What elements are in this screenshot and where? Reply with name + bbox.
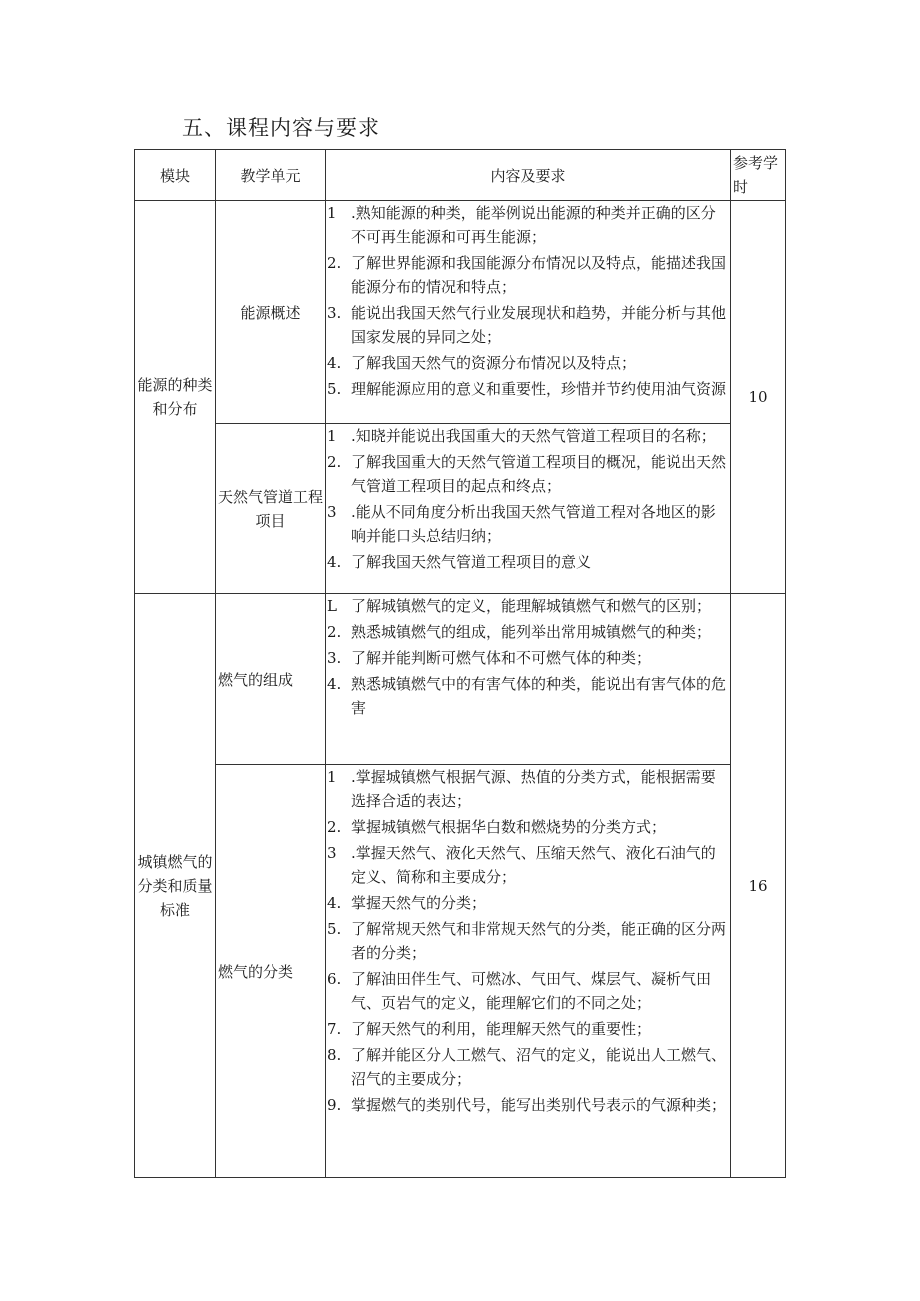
list-item: 4. 了解我国天然气的资源分布情况以及特点； xyxy=(327,354,637,372)
list-item: 1 .掌握城镇燃气根据气源、热值的分类方式，能根据需要选择合适的表达； xyxy=(327,768,716,810)
unit-cell: 能源概述 xyxy=(216,201,326,424)
list-item: 1 .知晓并能说出我国重大的天然气管道工程项目的名称； xyxy=(327,427,716,445)
list-item: 6. 了解油田伴生气、可燃冰、气田气、煤层气、凝析气田气、页岩气的定义，能理解它们的不同之处； xyxy=(327,970,712,1012)
list-item: 7. 了解天然气的利用，能理解天然气的重要性； xyxy=(327,1020,652,1038)
list-item: 8. 了解并能区分人工燃气、沼气的定义，能说出人工燃气、沼气的主要成分； xyxy=(327,1046,727,1088)
header-unit: 教学单元 xyxy=(216,150,326,201)
list-item: 2. 了解我国重大的天然气管道工程项目的概况，能说出天然气管道工程项目的起点和终点； xyxy=(327,453,727,495)
list-item: L 了解城镇燃气的定义，能理解城镇燃气和燃气的区别； xyxy=(327,597,712,615)
list-item: 3. 能说出我国天然气行业发展现状和趋势，并能分析与其他国家发展的异同之处； xyxy=(327,304,727,346)
table-row xyxy=(135,765,786,1178)
content-cell xyxy=(326,594,731,765)
list-item: 4. 掌握天然气的分类； xyxy=(327,894,487,912)
list-item: 4. 熟悉城镇燃气中的有害气体的种类，能说出有害气体的危害 xyxy=(327,675,727,717)
list-item: 3 .能从不同角度分析出我国天然气管道工程对各地区的影响并能口头总结归纳； xyxy=(327,503,716,545)
table-row xyxy=(135,424,786,594)
table-row xyxy=(135,594,786,765)
list-item: 2. 熟悉城镇燃气的组成，能列举出常用城镇燃气的种类； xyxy=(327,623,712,641)
list-item: 3. 了解并能判断可燃气体和不可燃气体的种类； xyxy=(327,649,652,667)
unit-cell: 天然气管道工程项目 xyxy=(216,424,326,594)
list-item: 3 .掌握天然气、液化天然气、压缩天然气、液化石油气的定义、简称和主要成分； xyxy=(327,844,716,886)
module-cell: 能源的种类和分布 xyxy=(135,201,216,594)
course-content-table xyxy=(134,149,786,1178)
unit-cell: 燃气的组成 xyxy=(216,594,326,765)
list-item: 2. 了解世界能源和我国能源分布情况以及特点，能描述我国能源分布的情况和特点； xyxy=(327,254,727,296)
list-item: 9. 掌握燃气的类别代号，能写出类别代号表示的气源种类； xyxy=(327,1096,727,1114)
header-content: 内容及要求 xyxy=(326,150,731,201)
content-cell xyxy=(326,765,731,1178)
content-cell xyxy=(326,424,731,594)
header-module: 模块 xyxy=(135,150,216,201)
list-item: 1 .熟知能源的种类，能举例说出能源的种类并正确的区分不可再生能源和可再生能源； xyxy=(327,204,716,246)
list-item: 5. 了解常规天然气和非常规天然气的分类，能正确的区分两者的分类； xyxy=(327,920,727,962)
hours-cell: 16 xyxy=(731,594,786,1178)
table-row xyxy=(135,201,786,424)
list-item: 5. 理解能源应用的意义和重要性，珍惜并节约使用油气资源 xyxy=(327,380,727,398)
list-item: 4. 了解我国天然气管道工程项目的意义 xyxy=(327,553,592,571)
content-cell xyxy=(326,201,731,424)
header-hours: 参考学时 xyxy=(731,150,786,201)
unit-cell: 燃气的分类 xyxy=(216,765,326,1178)
section-title: 五、课程内容与要求 xyxy=(182,116,380,140)
header-row xyxy=(135,150,786,201)
list-item: 2. 掌握城镇燃气根据华白数和燃烧势的分类方式； xyxy=(327,818,667,836)
module-cell: 城镇燃气的分类和质量标准 xyxy=(135,594,216,1178)
hours-cell: 10 xyxy=(731,201,786,594)
